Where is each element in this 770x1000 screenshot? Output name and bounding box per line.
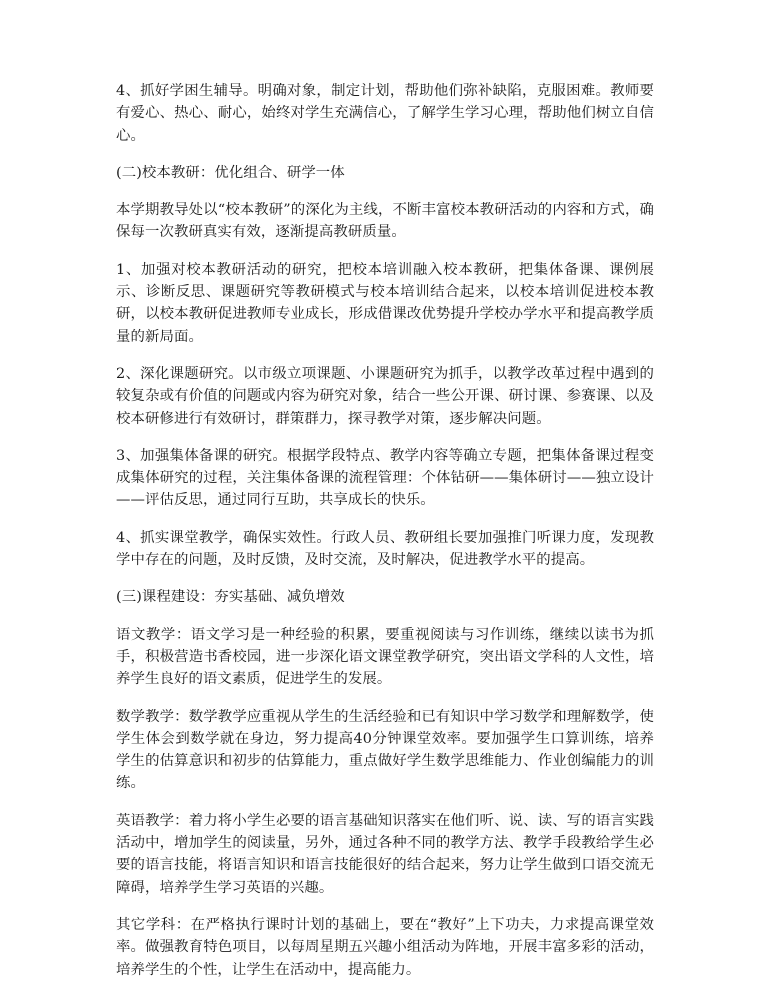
paragraph-math-teaching: 数学教学：数学教学应重视从学生的生活经验和已有知识中学习数学和理解数学，使学生体会到数学就在身边，努力提高40分钟课堂效率。要加强学生口算训练，培养学生的估算意识和初步的估算能力，重点做好学生数学思维能力、作业创编能力的训练。 bbox=[116, 708, 654, 792]
paragraph-research-item-1: 1、加强对校本教研活动的研究，把校本培训融入校本教研，把集体备课、课例展示、诊断反思、课题研究等教研模式与校本培训结合起来，以校本培训促进校本教研，以校本教研促进教师专业成长，形成借课改优势提升学校办学水平和提高教学质量的新局面。 bbox=[116, 261, 654, 345]
paragraph-research-item-4: 4、抓实课堂教学，确保实效性。行政人员、教研组长要加强推门听课力度，发现教学中存在的问题，及时反馈，及时交流，及时解决，促进教学水平的提高。 bbox=[116, 529, 654, 569]
paragraph-chinese-teaching: 语文教学：语文学习是一种经验的积累，要重视阅读与习作训练，继续以读书为抓手，积极营造书香校园，进一步深化语文课堂教学研究，突出语文学科的人文性，培养学生良好的语文素质，促进学生的发展。 bbox=[116, 626, 654, 688]
paragraph-other-subjects: 其它学科：在严格执行课时计划的基础上，要在“教好”上下功夫，力求提高课堂效率。做强教育特色项目，以每周星期五兴趣小组活动为阵地，开展丰富多彩的活动，培养学生的个性，让学生在活动中，提高能力。 bbox=[116, 916, 654, 978]
paragraph-research-item-2: 2、深化课题研究。以市级立项课题、小课题研究为抓手，以教学改革过程中遇到的较复杂或有价值的问题或内容为研究对象，结合一些公开课、研讨课、参赛课、以及校本研修进行有效研讨，群策群力，探寻教学对策，逐步解决问题。 bbox=[116, 365, 654, 427]
paragraph-remedial-tutoring: 4、抓好学困生辅导。明确对象，制定计划，帮助他们弥补缺陷，克服困难。教师要有爱心、热心、耐心，始终对学生充满信心，了解学生学习心理，帮助他们树立自信心。 bbox=[116, 83, 654, 144]
section-heading-school-research: (二)校本教研：优化组合、研学一体 bbox=[116, 164, 345, 181]
paragraph-research-item-3: 3、加强集体备课的研究。根据学段特点、教学内容等确立专题，把集体备课过程变成集体研究的过程，关注集体备课的流程管理：个体钻研——集体研讨——独立设计——评估反思，通过同行互助，共享成长的快乐。 bbox=[116, 447, 654, 509]
paragraph-english-teaching: 英语教学：着力将小学生必要的语言基础知识落实在他们听、说、读、写的语言实践活动中，增加学生的阅读量，另外，通过各种不同的教学方法、教学手段教给学生必要的语言技能，将语言知识和语言技能很好的结合起来，努力让学生做到口语交流无障碍，培养学生学习英语的兴趣。 bbox=[116, 812, 654, 896]
section-heading-curriculum: (三)课程建设：夯实基础、减负增效 bbox=[116, 589, 345, 606]
paragraph-research-intro: 本学期教导处以“校本教研”的深化为主线，不断丰富校本教研活动的内容和方式，确保每一次教研真实有效，逐渐提高教研质量。 bbox=[116, 202, 654, 241]
